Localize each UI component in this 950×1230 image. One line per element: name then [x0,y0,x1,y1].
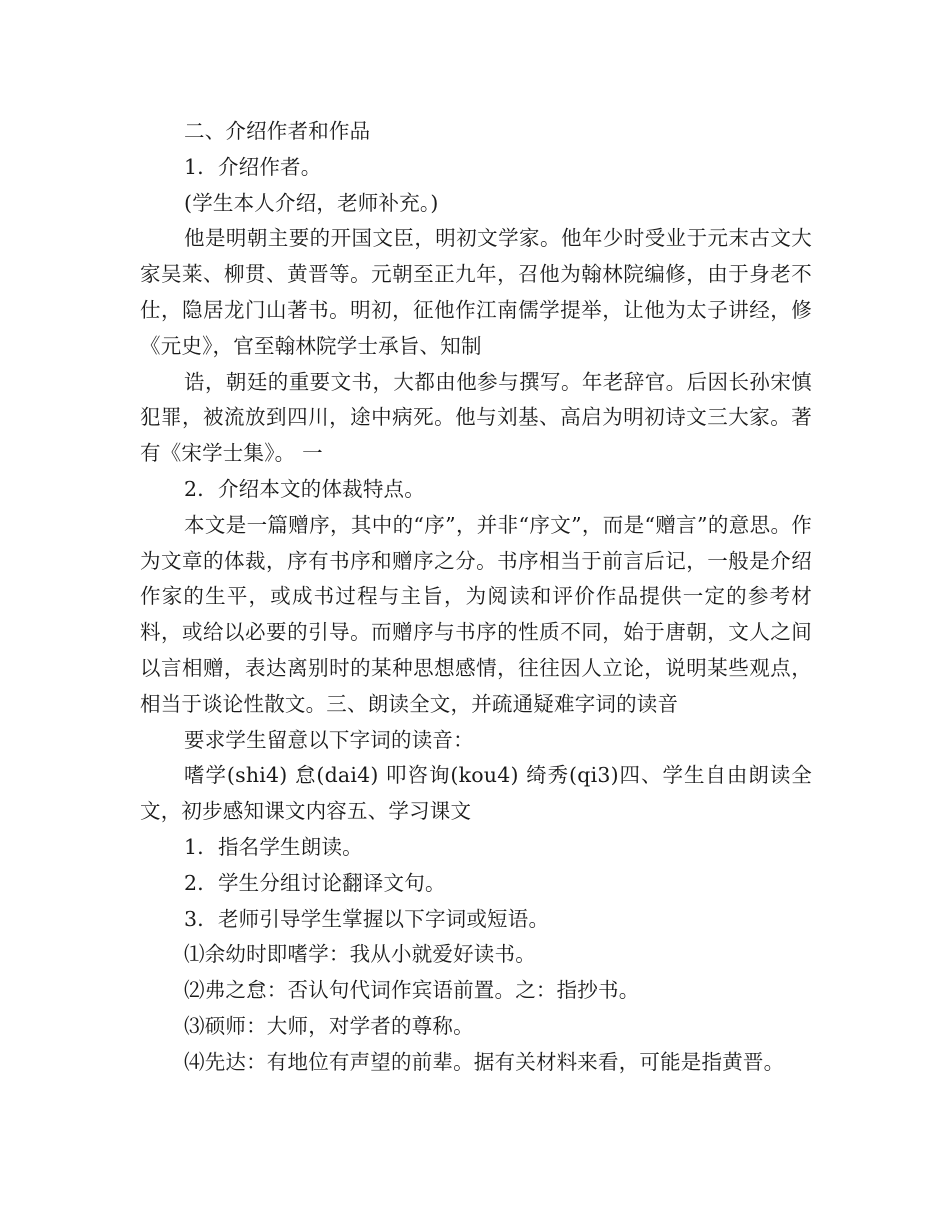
step-item: 1．指名学生朗读。 [184,834,363,859]
pronunciation-list: 嗜学(shi4) 怠(dai4) 叩咨询(kou4) 绮秀(qi3)四、学生自由朗读全文，初步感知课文内容五、学习课文 [140,763,812,824]
author-bio-paragraph: 他是明朝主要的开国文臣，明初文学家。他年少时受业于元末古文大家吴莱、柳贯、黄晋等。元朝至正九年，召他为翰林院编修，由于身老不仕，隐居龙门山著书。明初，征他作江南儒学提举，让他为太子讲经，修《元史》，官至翰林院学士承旨、知制 [140,226,812,358]
document-body [140,114,812,1081]
vocab-item: ⑴余幼时即嗜学：我从小就爱好读书。 [184,942,536,967]
vocab-item: ⑵弗之怠：否认句代词作宾语前置。之：指抄书。 [184,978,640,1003]
subheading-introduce-author: 1．介绍作者。 [184,154,322,179]
step-item: 2．学生分组讨论翻译文句。 [184,870,446,895]
step-item: 3．老师引导学生掌握以下字词或短语。 [184,906,550,931]
genre-paragraph: 本文是一篇赠序，其中的“序”，并非“序文”，而是“赠言”的意思。作为文章的体裁，序有书序和赠序之分。书序相当于前言后记，一般是介绍作家的生平，或成书过程与主旨，为阅读和评价作品提供一定的参考材料，或给以必要的引导。而赠序与书序的性质不同，始于唐朝，文人之间以言相赠，表达离别时的某种思想感情，往往因人立论，说明某些观点，相当于谈论性散文。三、朗读全文，并疏通疑难字词的读音 [140,512,812,716]
vocab-item: ⑷先达：有地位有声望的前辈。据有关材料来看，可能是指黄晋。 [184,1049,785,1074]
section-heading: 二、介绍作者和作品 [184,119,371,143]
author-bio-continued: 诰，朝廷的重要文书，大都由他参与撰写。年老辞官。后因长孙宋慎犯罪，被流放到四川，途中病死。他与刘基、高启为明初诗文三大家。著有《宋学士集》。 一 [140,369,812,466]
teaching-note: (学生本人介绍，老师补充。) [184,190,439,215]
vocab-item: ⑶硕师：大师，对学者的尊称。 [184,1013,474,1038]
pronunciation-requirement: 要求学生留意以下字词的读音： [184,727,474,752]
subheading-genre: 2．介绍本文的体裁特点。 [184,476,425,501]
